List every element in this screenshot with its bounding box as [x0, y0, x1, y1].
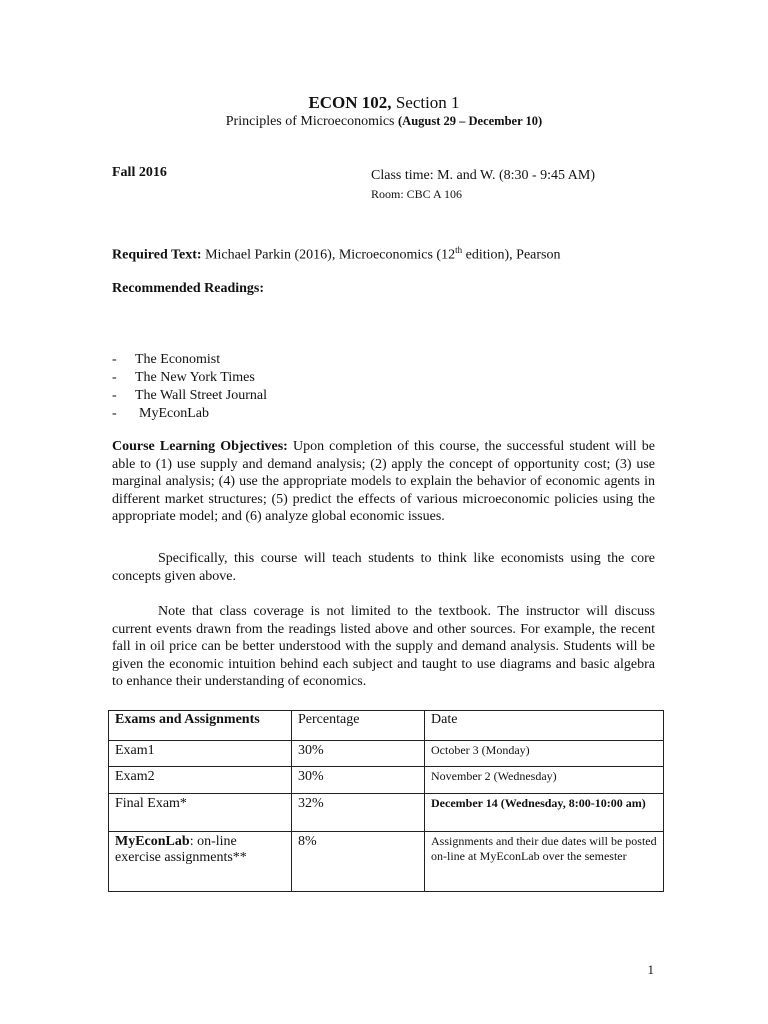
table-header-cell: Date	[425, 711, 664, 741]
table-cell-date: November 2 (Wednesday)	[425, 767, 664, 794]
table-header-row	[109, 711, 664, 741]
myeconlab-label: MyEconLab	[115, 834, 190, 849]
table-cell-item: Exam2	[109, 767, 292, 794]
table-cell-percentage: 8%	[292, 832, 425, 892]
course-code: ECON 102,	[308, 93, 392, 112]
table-header-cell: Percentage	[292, 711, 425, 741]
specifically-paragraph: Specifically, this course will teach students to think like economists using the core concepts given above.	[112, 551, 655, 584]
table-cell-percentage: 32%	[292, 794, 425, 832]
list-item: - The New York Times	[112, 370, 255, 385]
table-cell-item: Final Exam*	[109, 794, 292, 832]
page-number: 1	[647, 962, 654, 977]
table-cell-date: December 14 (Wednesday, 8:00-10:00 am)	[425, 794, 664, 832]
table-cell-date: October 3 (Monday)	[425, 741, 664, 767]
table-cell-percentage: 30%	[292, 767, 425, 794]
table-cell-percentage: 30%	[292, 741, 425, 767]
course-name: Principles of Microeconomics	[225, 114, 399, 129]
readings-list	[112, 351, 267, 423]
course-subtitle	[0, 114, 768, 130]
room: Room: CBC A 106	[371, 187, 463, 201]
objectives-text: Upon completion of this course, the successful student will be able to (1) use supply and demand analysis; (2) apply the concept of opportunity cost; (3) use marginal analysis; (4) use the appropriate models to explain the behavior of economic agents in different market structures; (5) predict the effects of various microeconomic policies using the appropriate model; and (6) analyze global economic issues.	[112, 439, 655, 525]
table-row	[109, 794, 664, 832]
table-cell-item: Exam1	[109, 741, 292, 767]
required-text	[112, 245, 560, 264]
grading-table	[108, 710, 664, 892]
required-text-value: Michael Parkin (2016), Microeconomics (12	[201, 247, 456, 263]
required-text-label: Required Text:	[112, 247, 202, 263]
list-item: - MyEconLab	[112, 406, 209, 421]
document-title	[0, 93, 768, 113]
list-item: - The Economist	[112, 352, 221, 367]
list-item: - The Wall Street Journal	[112, 388, 267, 403]
table-row	[109, 832, 664, 892]
table-cell-date: Assignments and their due dates will be posted on-line at MyEconLab over the semester	[425, 832, 664, 892]
objectives-label: Course Learning Objectives:	[112, 439, 288, 454]
recommended-readings-heading: Recommended Readings:	[112, 281, 265, 296]
term-label: Fall 2016	[112, 165, 167, 180]
edition-superscript: th	[455, 245, 463, 255]
table-header-cell: Exams and Assignments	[109, 711, 292, 741]
table-cell-item: MyEconLab: on-line exercise assignments**	[109, 832, 292, 892]
course-dates: (August 29 – December 10)	[398, 114, 543, 128]
table-row	[109, 767, 664, 794]
required-text-value-end: edition), Pearson	[462, 247, 561, 263]
coverage-paragraph: Note that class coverage is not limited to the textbook. The instructor will discuss current events drawn from the readings listed above and other sources. For example, the recent fall in oil price can be better understood with the supply and demand analysis. Students will be given the economic intuition behind each subject and taught to use diagrams and basic algebra to enhance their understanding of economics.	[112, 604, 655, 690]
class-time: Class time: M. and W. (8:30 - 9:45 AM)	[371, 168, 595, 183]
table-row	[109, 741, 664, 767]
objectives-paragraph	[112, 438, 655, 526]
section-label: Section 1	[391, 93, 460, 112]
